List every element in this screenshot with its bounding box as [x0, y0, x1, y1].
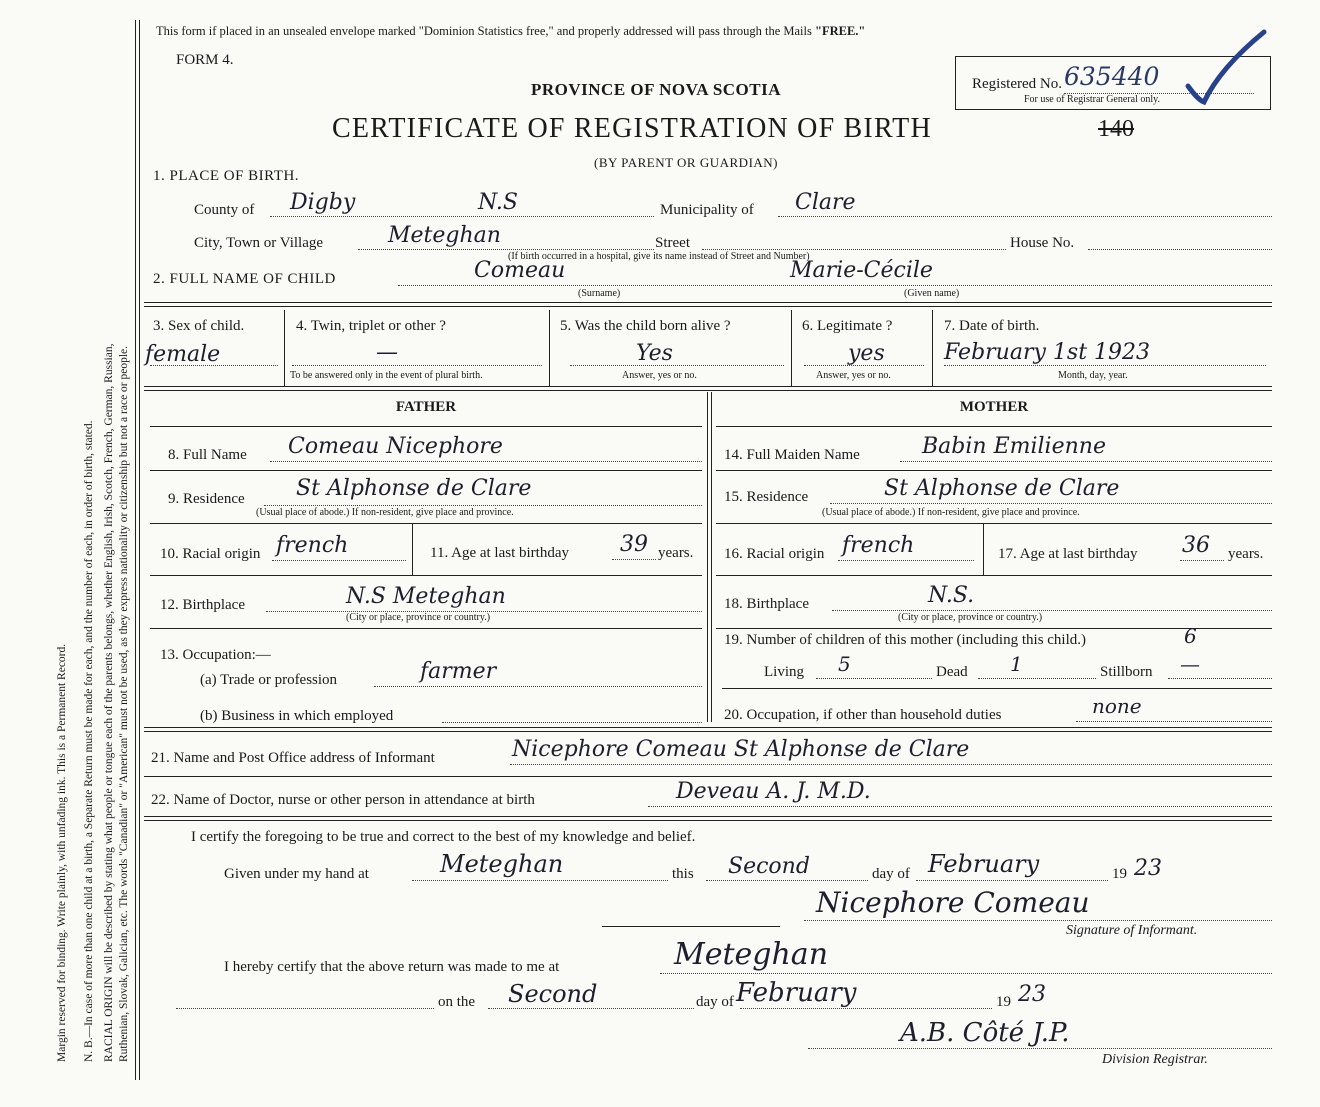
stillborn-label: Stillborn: [1100, 664, 1153, 680]
margin-note-racial-origin: RACIAL ORIGIN will be described by stating what people or tongue each of the parents belongs, whether English, Irish, Scotch, French, German, Russian,: [103, 343, 115, 1062]
twin-value: —: [376, 340, 398, 365]
registration-month: February: [736, 978, 857, 1008]
margin-note-binding: Margin reserved for binding. Write plainly, with unfading ink. This is a Permanent Record.: [56, 643, 68, 1062]
child-name-label: 2. FULL NAME OF CHILD: [153, 271, 336, 287]
surname-caption: (Surname): [578, 288, 621, 299]
father-birthplace-note: (City or place, province or country.): [346, 612, 491, 623]
informant-signature: Nicephore Comeau: [816, 886, 1090, 919]
alive-label: 5. Was the child born alive ?: [560, 318, 731, 334]
hospital-note: (If birth occurred in a hospital, give its name instead of Street and Number): [508, 251, 810, 262]
mother-occupation: none: [1092, 694, 1142, 718]
municipality-label: Municipality of: [660, 202, 754, 218]
dob-value: February 1st 1923: [944, 340, 1151, 365]
father-name: Comeau Nicephore: [288, 434, 503, 459]
father-age-label: 11. Age at last birthday: [430, 545, 569, 561]
mother-name: Babin Emilienne: [922, 434, 1106, 459]
dead-label: Dead: [936, 664, 968, 680]
sex-value: female: [145, 342, 221, 367]
given-name-caption: (Given name): [904, 288, 960, 299]
province-heading: PROVINCE OF NOVA SCOTIA: [531, 80, 782, 99]
mother-residence: St Alphonse de Clare: [884, 476, 1120, 501]
day-of-label: day of: [872, 866, 910, 882]
living-count: 5: [838, 652, 851, 676]
mother-residence-note: (Usual place of abode.) If non-resident, give place and province.: [822, 507, 1080, 518]
place-of-birth-heading: 1. PLACE OF BIRTH.: [153, 168, 300, 184]
father-racial-origin: french: [276, 533, 349, 558]
dob-note: Month, day, year.: [1058, 370, 1128, 381]
living-label: Living: [764, 664, 804, 680]
checkmark-icon: [1180, 28, 1270, 108]
county-suffix: N.S: [478, 190, 518, 215]
legitimate-value: yes: [848, 341, 885, 366]
registered-number: 635440: [1064, 62, 1160, 91]
father-birthplace-label: 12. Birthplace: [160, 597, 245, 613]
father-residence-note: (Usual place of abode.) If non-resident, give place and province.: [256, 507, 514, 518]
city-value: Meteghan: [388, 223, 501, 248]
children-count: 6: [1184, 624, 1197, 648]
mother-birthplace: N.S.: [928, 583, 975, 608]
mother-racial-label: 16. Racial origin: [724, 546, 825, 562]
house-no-label: House No.: [1010, 235, 1075, 251]
doctor-label: 22. Name of Doctor, nurse or other person in attendance at birth: [151, 792, 535, 808]
sex-label: 3. Sex of child.: [153, 318, 245, 334]
mother-residence-label: 15. Residence: [724, 489, 809, 505]
on-the-label: on the: [438, 994, 476, 1010]
trade-label: (a) Trade or profession: [200, 672, 338, 688]
stillborn-count: —: [1180, 652, 1200, 676]
year-prefix-2: 19: [996, 994, 1011, 1010]
father-trade: farmer: [420, 659, 497, 684]
registered-label: Registered No.: [972, 76, 1062, 92]
informant-label: 21. Name and Post Office address of Informant: [151, 750, 435, 766]
struck-number: 140: [1098, 116, 1134, 142]
signature-caption: Signature of Informant.: [1066, 923, 1198, 938]
child-given-name: Marie-Cécile: [790, 258, 933, 283]
twin-note: To be answered only in the event of plural birth.: [290, 370, 483, 381]
this-label: this: [672, 866, 694, 882]
registrar-place: Meteghan: [674, 937, 829, 972]
registration-day: Second: [508, 980, 598, 1008]
margin-note-racial-origin-2: Ruthenian, Slovak, Galician, etc. The words "Canadian" or "American" must not be used, as they express nationality or citizenship but not a race or people.: [118, 345, 130, 1062]
subtitle: (BY PARENT OR GUARDIAN): [594, 155, 779, 170]
doctor-value: Deveau A. J. M.D.: [676, 779, 871, 804]
business-label: (b) Business in which employed: [200, 708, 394, 724]
form-number: FORM 4.: [176, 52, 234, 68]
child-surname: Comeau: [474, 258, 566, 283]
city-label: City, Town or Village: [194, 235, 324, 251]
given-month: February: [928, 850, 1040, 878]
margin-note-multiple-births: N. B.—In case of more than one child at a birth, a Separate Return must be made for each, and the number of each, in order of birth, stated.: [83, 420, 95, 1062]
dob-label: 7. Date of birth.: [944, 318, 1040, 334]
legitimate-note: Answer, yes or no.: [816, 370, 891, 381]
father-residence-label: 9. Residence: [168, 491, 245, 507]
father-age: 39: [620, 532, 648, 557]
mother-age: 36: [1182, 533, 1210, 558]
given-place: Meteghan: [440, 850, 564, 878]
alive-note: Answer, yes or no.: [622, 370, 697, 381]
alive-value: Yes: [636, 341, 673, 366]
father-occupation-label: 13. Occupation:—: [160, 647, 271, 663]
registrar-signature: A.B. Côté J.P.: [900, 1018, 1070, 1048]
children-count-label: 19. Number of children of this mother (including this child.): [724, 632, 1087, 648]
father-birthplace: N.S Meteghan: [346, 584, 506, 609]
legitimate-label: 6. Legitimate ?: [802, 318, 893, 334]
year-prefix: 19: [1112, 866, 1127, 882]
given-under-label: Given under my hand at: [224, 866, 369, 882]
mother-occupation-label: 20. Occupation, if other than household duties: [724, 707, 1002, 723]
certify-statement: I certify the foregoing to be true and correct to the best of my knowledge and belief.: [191, 829, 696, 845]
father-name-label: 8. Full Name: [168, 447, 247, 463]
mother-heading: MOTHER: [959, 399, 1029, 415]
mother-name-label: 14. Full Maiden Name: [724, 447, 860, 463]
year-value: 23: [1134, 856, 1162, 881]
street-label: Street: [655, 235, 690, 251]
informant-value: Nicephore Comeau St Alphonse de Clare: [512, 737, 970, 762]
mother-birthplace-note: (City or place, province or country.): [898, 612, 1043, 623]
day-of-label-2: day of: [696, 994, 734, 1010]
page-title: CERTIFICATE OF REGISTRATION OF BIRTH: [332, 113, 932, 144]
twin-label: 4. Twin, triplet or other ?: [296, 318, 446, 334]
dead-count: 1: [1010, 652, 1023, 676]
county-label: County of: [194, 202, 255, 218]
father-age-suffix: years.: [658, 545, 694, 561]
mother-age-suffix: years.: [1228, 546, 1264, 562]
mother-racial-origin: french: [842, 533, 915, 558]
mail-notice: This form if placed in an unsealed envelope marked "Dominion Statistics free," and properly addressed will pass through the Mails "FREE.": [156, 24, 866, 38]
registrar-statement: I hereby certify that the above return was made to me at: [224, 959, 560, 975]
county-value: Digby: [290, 190, 356, 215]
father-residence: St Alphonse de Clare: [296, 476, 532, 501]
registrar-caption: Division Registrar.: [1102, 1052, 1208, 1067]
municipality-value: Clare: [795, 190, 856, 215]
margin-rule: [135, 20, 140, 1080]
father-racial-label: 10. Racial origin: [160, 546, 261, 562]
this-day: Second: [728, 854, 810, 879]
father-heading: FATHER: [395, 399, 457, 415]
mother-age-label: 17. Age at last birthday: [998, 546, 1138, 562]
registrar-use-note: For use of Registrar General only.: [1024, 94, 1160, 105]
year-value-2: 23: [1018, 982, 1046, 1007]
mother-birthplace-label: 18. Birthplace: [724, 596, 809, 612]
